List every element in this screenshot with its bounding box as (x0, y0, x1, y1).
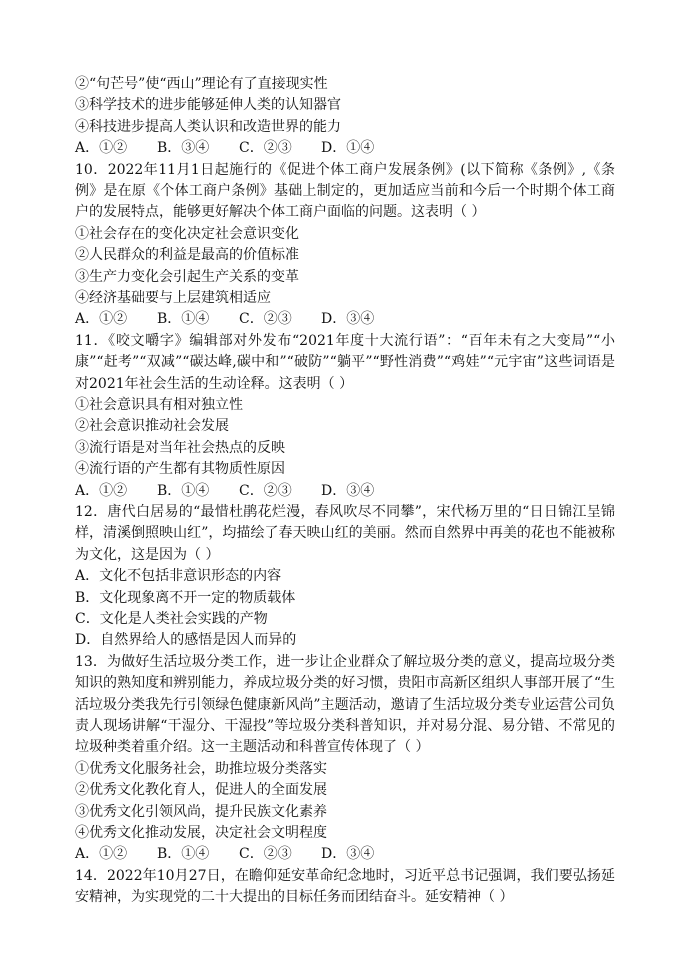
option-d: D．①④ (321, 140, 375, 157)
option-a: A．①② (75, 846, 128, 863)
item-line: ①社会存在的变化决定社会意识变化 (75, 225, 299, 242)
option-b: B．①④ (157, 311, 210, 328)
choice-line: A．文化不包括非意识形态的内容 (75, 568, 282, 585)
item-line: ②优秀文化教化育人，促进人的全面发展 (75, 782, 327, 799)
item-line: ③生产力变化会引起生产关系的变革 (75, 268, 299, 285)
item-line: ④流行语的产生都有其物质性原因 (75, 461, 285, 478)
item-line: ②人民群众的利益是最高的价值标准 (75, 247, 299, 264)
option-c: C．②③ (239, 311, 292, 328)
item-line: ③优秀文化引领风尚，提升民族文化素养 (75, 803, 327, 820)
question-14-stem: 14．2022年10月27日，在瞻仰延安革命纪念地时，习近平总书记强调，我们要弘扬延安精神，为实现党的二十大提出的目标任务而团结奋斗。延安精神（ ） (75, 867, 615, 906)
item-line: ②“句芒号”使“西山”理论有了直接现实性 (75, 76, 328, 92)
option-c: C．②③ (239, 140, 292, 157)
item-line: ④经济基础要与上层建筑相适应 (75, 289, 271, 306)
option-c: C．②③ (239, 482, 292, 499)
item-line: ④优秀文化推动发展，决定社会文明程度 (75, 824, 327, 841)
question-content (75, 74, 615, 908)
question-12-stem: 12．唐代白居易的“最惜杜鹃花烂漫，春风吹尽不同攀”，宋代杨万里的“日日锦江呈锦样，清溪倒照映山红”，均描绘了春天映山红的美丽。然而自然界中再美的花也不能被称为文化，这是因为（ ） (75, 503, 615, 563)
answer-options (75, 481, 615, 502)
item-line: ①社会意识具有相对独立性 (75, 396, 243, 413)
option-d: D．③④ (321, 311, 375, 328)
option-a: A．①② (75, 140, 128, 157)
question-11-stem: 11．《咬文嚼字》编辑部对外发布“2021年度十大流行语”：“百年未有之大变局”“小康”“赶考”“双减”“碳达峰,碳中和”“破防”“躺平”“野性消费”“鸡娃”“元宇宙”这些词语是对2021年社会生活的生动诠释。这表明（ ） (75, 332, 615, 392)
question-10-stem: 10．2022年11月1日起施行的《促进个体工商户发展条例》(以下简称《条例》,《条例》是在原《个体工商户条例》基础上制定的，更加适应当前和今后一个时期个体工商户的发展特点，能够更好解决个体工商户面临的问题。这表明（ ） (75, 161, 615, 221)
option-c: C．②③ (239, 846, 292, 863)
option-a: A．①② (75, 482, 128, 499)
choice-line: D．自然界给人的感悟是因人而异的 (75, 632, 297, 649)
question-13-stem: 13．为做好生活垃圾分类工作，进一步让企业群众了解垃圾分类的意义，提高垃圾分类知识的熟知度和辨别能力，养成垃圾分类的好习惯，贵阳市高新区组织人事部开展了“生活垃圾分类我先行引领绿色健康新风尚”主题活动，邀请了生活垃圾分类专业运营公司负责人现场讲解“干湿分、干湿投”等垃圾分类科普知识，并对易分混、易分错、不常见的垃圾种类着重介绍。这一主题活动和科普宣传体现了（ ） (75, 653, 615, 756)
option-b: B．①④ (157, 846, 210, 863)
item-line: ③流行语是对当年社会热点的反映 (75, 439, 285, 456)
item-line: ③科学技术的进步能够延伸人类的认知器官 (75, 97, 341, 114)
option-b: B．③④ (157, 140, 210, 157)
choice-line: C．文化是人类社会实践的产物 (75, 610, 268, 627)
item-line: ④科技进步提高人类认识和改造世界的能力 (75, 118, 341, 135)
answer-options (75, 138, 615, 159)
answer-options (75, 844, 615, 865)
choice-line: B．文化现象离不开一定的物质载体 (75, 589, 296, 606)
option-b: B．①④ (157, 482, 210, 499)
answer-options (75, 309, 615, 330)
item-line: ②社会意识推动社会发展 (75, 418, 229, 435)
option-a: A．①② (75, 311, 128, 328)
option-d: D．③④ (321, 846, 375, 863)
item-line: ①优秀文化服务社会，助推垃圾分类落实 (75, 760, 327, 777)
option-d: D．③④ (321, 482, 375, 499)
